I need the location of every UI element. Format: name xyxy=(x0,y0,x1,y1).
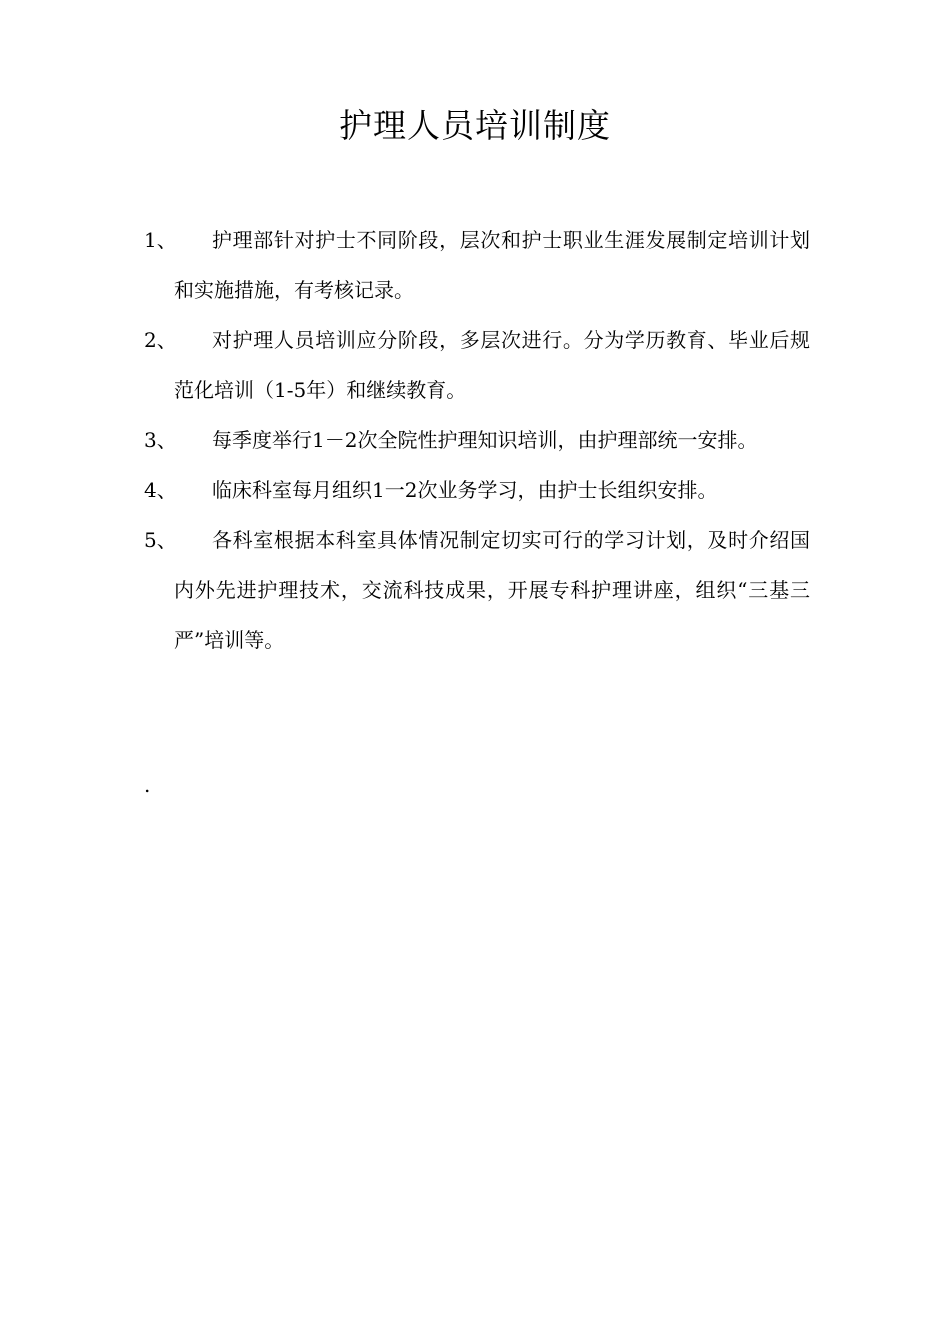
trailing-mark: . xyxy=(144,773,151,797)
list-item xyxy=(144,415,814,465)
list-item xyxy=(144,465,814,515)
item-text: 每季度举行1－2次全院性护理知识培训，由护理部统一安排。 xyxy=(212,428,758,452)
item-text: 各科室根据本科室具体情况制定切实可行的学习计划，及时介绍国内外先进护理技术，交流科技成果，开展专科护理讲座，组织“三基三严”培训等。 xyxy=(174,528,810,652)
list-item xyxy=(144,215,814,315)
item-number: 2、 xyxy=(144,328,177,352)
item-text: 临床科室每月组织1一2次业务学习，由护士长组织安排。 xyxy=(212,478,718,502)
list-item xyxy=(144,515,814,665)
item-text: 对护理人员培训应分阶段，多层次进行。分为学历教育、毕业后规范化培训（1-5年）和继续教育。 xyxy=(174,328,810,402)
item-number: 3、 xyxy=(144,428,177,452)
item-number: 5、 xyxy=(144,528,177,552)
regulation-list xyxy=(144,215,814,665)
item-text: 护理部针对护士不同阶段，层次和护士职业生涯发展制定培训计划和实施措施，有考核记录。 xyxy=(174,228,810,302)
item-number: 4、 xyxy=(144,478,177,502)
document-title: 护理人员培训制度 xyxy=(339,106,611,145)
item-number: 1、 xyxy=(144,228,177,252)
list-item xyxy=(144,315,814,415)
